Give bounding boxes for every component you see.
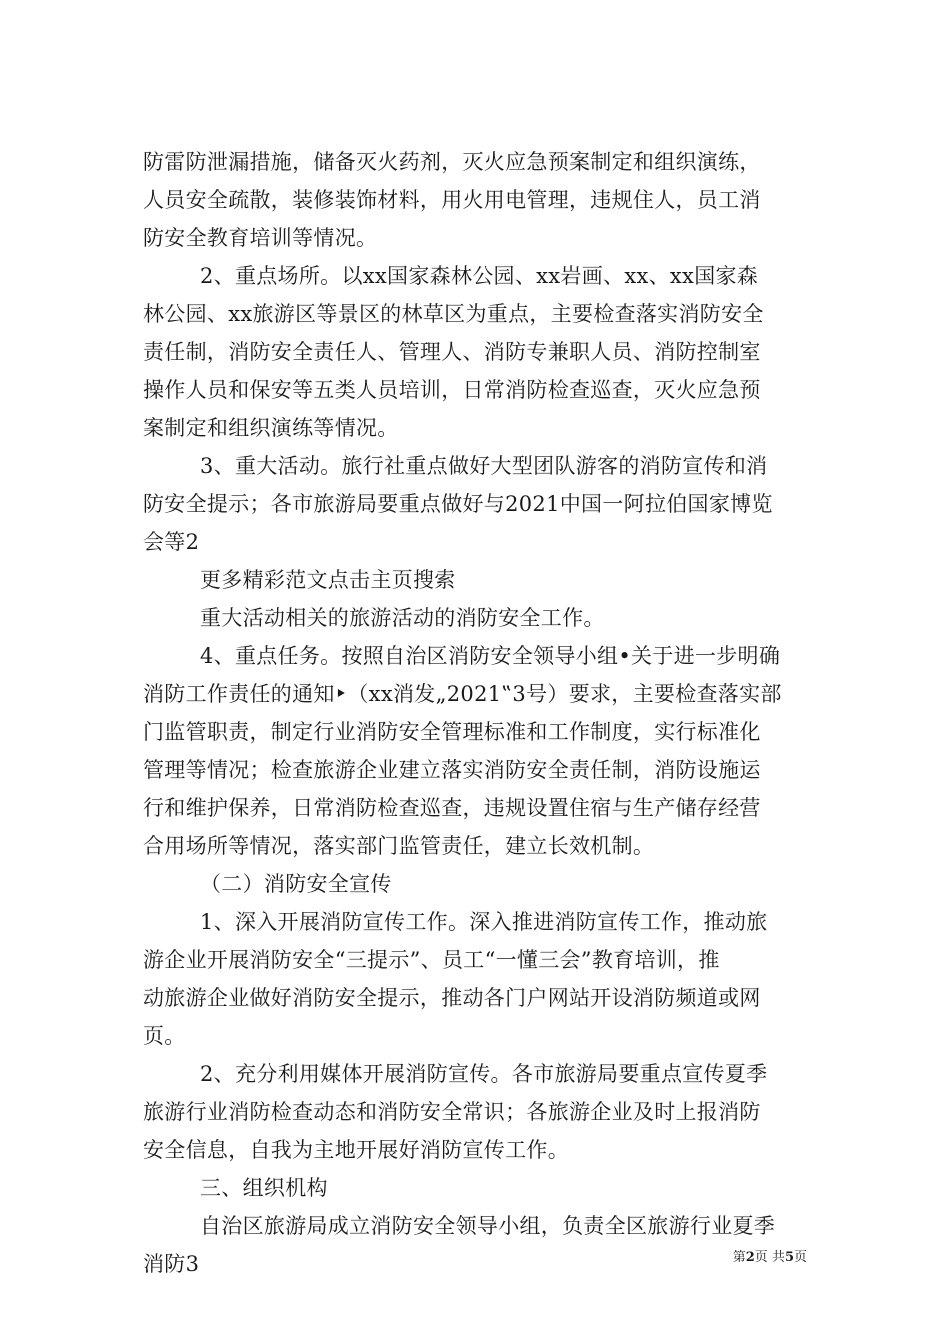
page-number-footer [733, 1249, 807, 1267]
footer-suffix: 页 [793, 1250, 807, 1265]
text-line: 操作人员和保安等五类人员培训，日常消防检查巡查，灭火应急预 [143, 378, 761, 402]
text-line: 自治区旅游局成立消防安全领导小组，负责全区旅游行业夏季 [200, 1214, 776, 1238]
footer-prefix: 第 [732, 1250, 746, 1265]
text-line: 4、重点任务。按照自治区消防安全领导小组•关于进一步明确 [200, 644, 781, 668]
text-line: 管理等情况；检查旅游企业建立落实消防安全责任制，消防设施运 [143, 758, 761, 782]
text-line: 消防3 [143, 1252, 200, 1276]
text-line: 防安全教育培训等情况。 [143, 226, 378, 250]
text-line: 重大活动相关的旅游活动的消防安全工作。 [200, 606, 605, 630]
text-line: 游企业开展消防安全“三提示”、员工“一懂三会”教育培训，推 [143, 948, 720, 972]
text-line: 消防工作责任的通知‣（xx消发„2021‟3号）要求，主要检查落实部 [143, 682, 782, 706]
text-line: 3、重大活动。旅行社重点做好大型团队游客的消防宣传和消 [200, 454, 768, 478]
text-line: 门监管职责，制定行业消防安全管理标准和工作制度，实行标准化 [143, 720, 761, 744]
text-line: 防雷防泄漏措施，储备灭火药剂，灭火应急预案制定和组织演练， [143, 150, 761, 174]
text-line: 1、深入开展消防宣传工作。深入推进消防宣传工作，推动旅 [200, 910, 768, 934]
text-line: 案制定和组织演练等情况。 [143, 416, 399, 440]
text-line: 页。 [143, 1024, 186, 1048]
text-line: 更多精彩范文点击主页搜索 [200, 568, 456, 592]
section-heading: （二）消防安全宣传 [200, 872, 392, 896]
footer-middle: 页 共 [754, 1250, 785, 1265]
text-line: 合用场所等情况，落实部门监管责任，建立长效机制。 [143, 834, 655, 858]
text-line: 2、重点场所。以xx国家森林公园、xx岩画、xx、xx国家森 [200, 264, 759, 288]
text-line: 防安全提示；各市旅游局要重点做好与2021中国一阿拉伯国家博览 [143, 492, 773, 516]
footer-total: 5 [784, 1250, 794, 1265]
section-heading: 三、组织机构 [200, 1176, 328, 1200]
text-line: 行和维护保养，日常消防检查巡查，违规设置住宿与生产储存经营 [143, 796, 761, 820]
text-line: 责任制，消防安全责任人、管理人、消防专兼职人员、消防控制室 [143, 340, 761, 364]
text-line: 会等2 [143, 530, 200, 554]
footer-page: 2 [745, 1250, 755, 1265]
text-line: 安全信息，自我为主地开展好消防宣传工作。 [143, 1138, 569, 1162]
text-line: 动旅游企业做好消防安全提示，推动各门户网站开设消防频道或网 [143, 986, 761, 1010]
text-line: 旅游行业消防检查动态和消防安全常识；各旅游企业及时上报消防 [143, 1100, 761, 1124]
text-line: 2、充分利用媒体开展消防宣传。各市旅游局要重点宣传夏季 [200, 1062, 768, 1086]
text-line: 人员安全疏散，装修装饰材料，用火用电管理，违规住人，员工消 [143, 188, 761, 212]
text-line: 林公园、xx旅游区等景区的林草区为重点，主要检查落实消防安全 [143, 302, 764, 326]
